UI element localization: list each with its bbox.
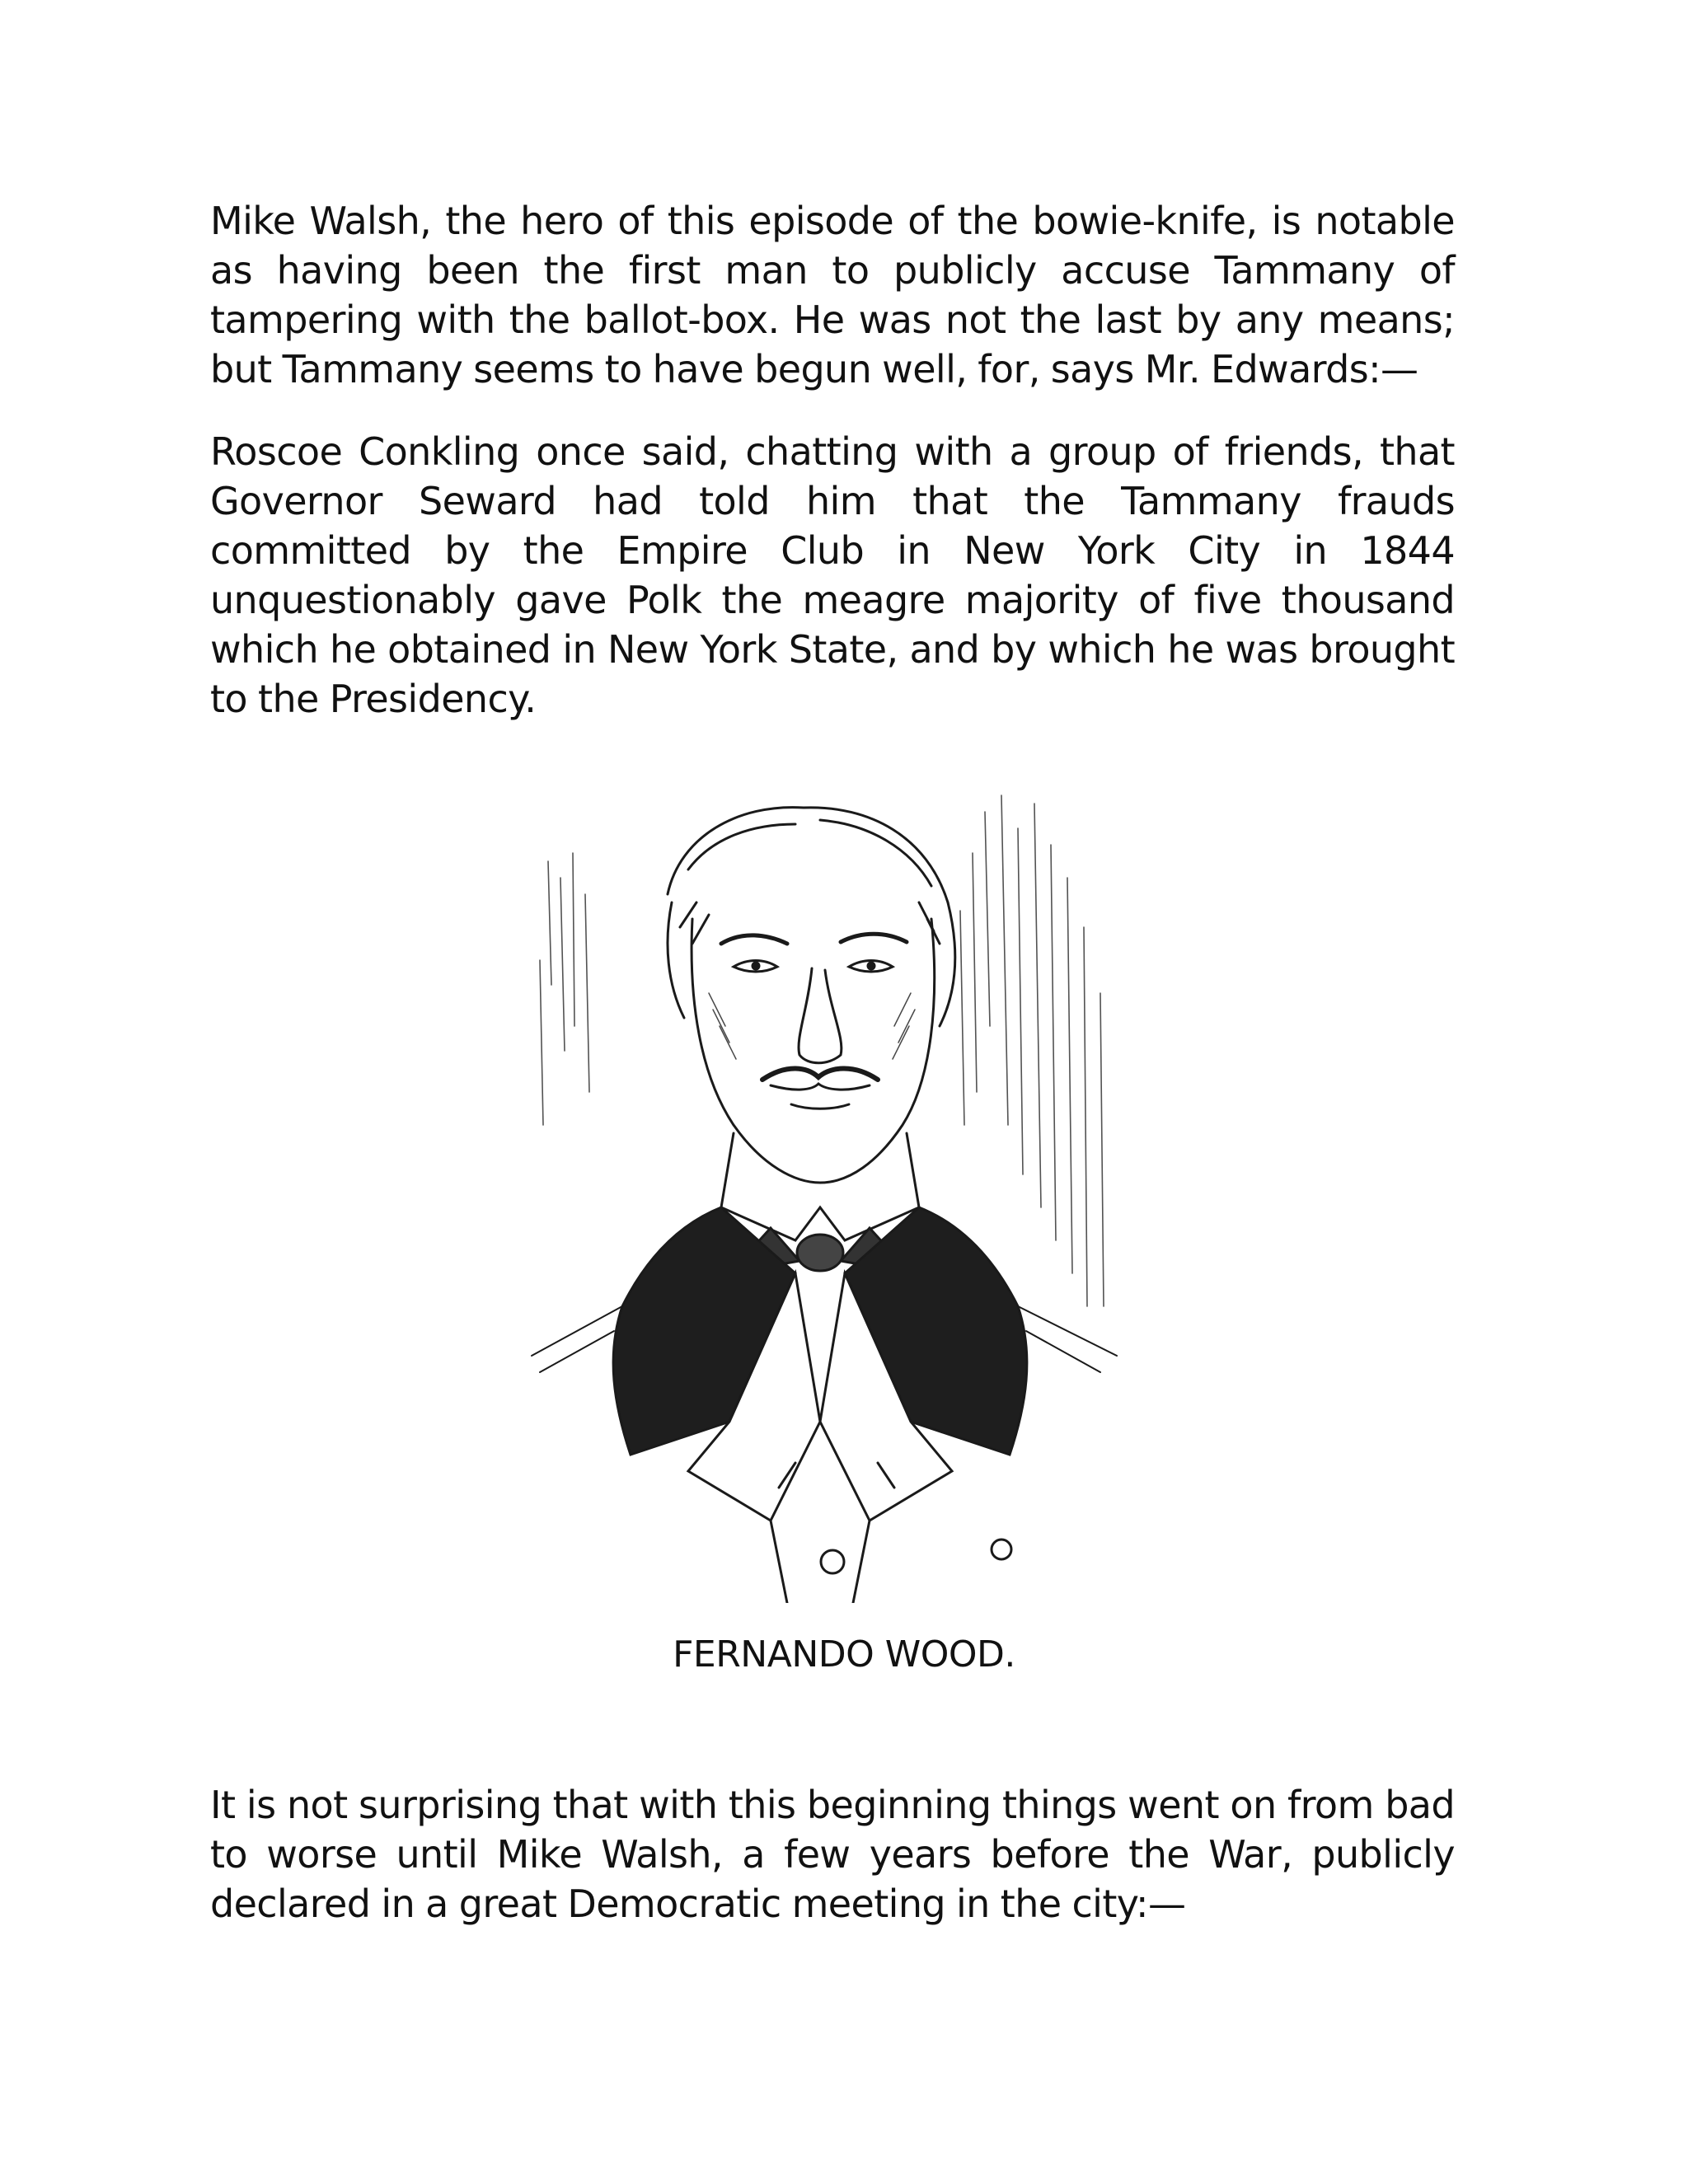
paragraph-walsh-ballot-box: Mike Walsh, the hero of this episode of the bowie-knife, is notable as having been the first man to publicly accuse Tammany of tampering with the ballot-box. He was not the last by any means; but Tammany seems to have begun well, for, says Mr. Edwards:— [210, 199, 1455, 391]
figure-caption: FERNANDO WOOD. [673, 1633, 1015, 1675]
fernando-wood-portrait [523, 779, 1133, 1603]
paragraph-conkling-quote: Roscoe Conkling once said, chatting with a group of friends, that Governor Seward had told him that the Tammany frauds committed by the Empire Club in New York City in 1844 unquestionably gave Polk the meagre majority of five thousand which he obtained in New York State, and by which he was brought to the Presidency. [210, 429, 1455, 721]
paragraph-worse-to-worse: It is not surprising that with this beginning things went on from bad to worse until Mike Walsh, a few years before the War, publicly declared in a great Democratic meeting in the city:— [210, 1783, 1455, 1926]
